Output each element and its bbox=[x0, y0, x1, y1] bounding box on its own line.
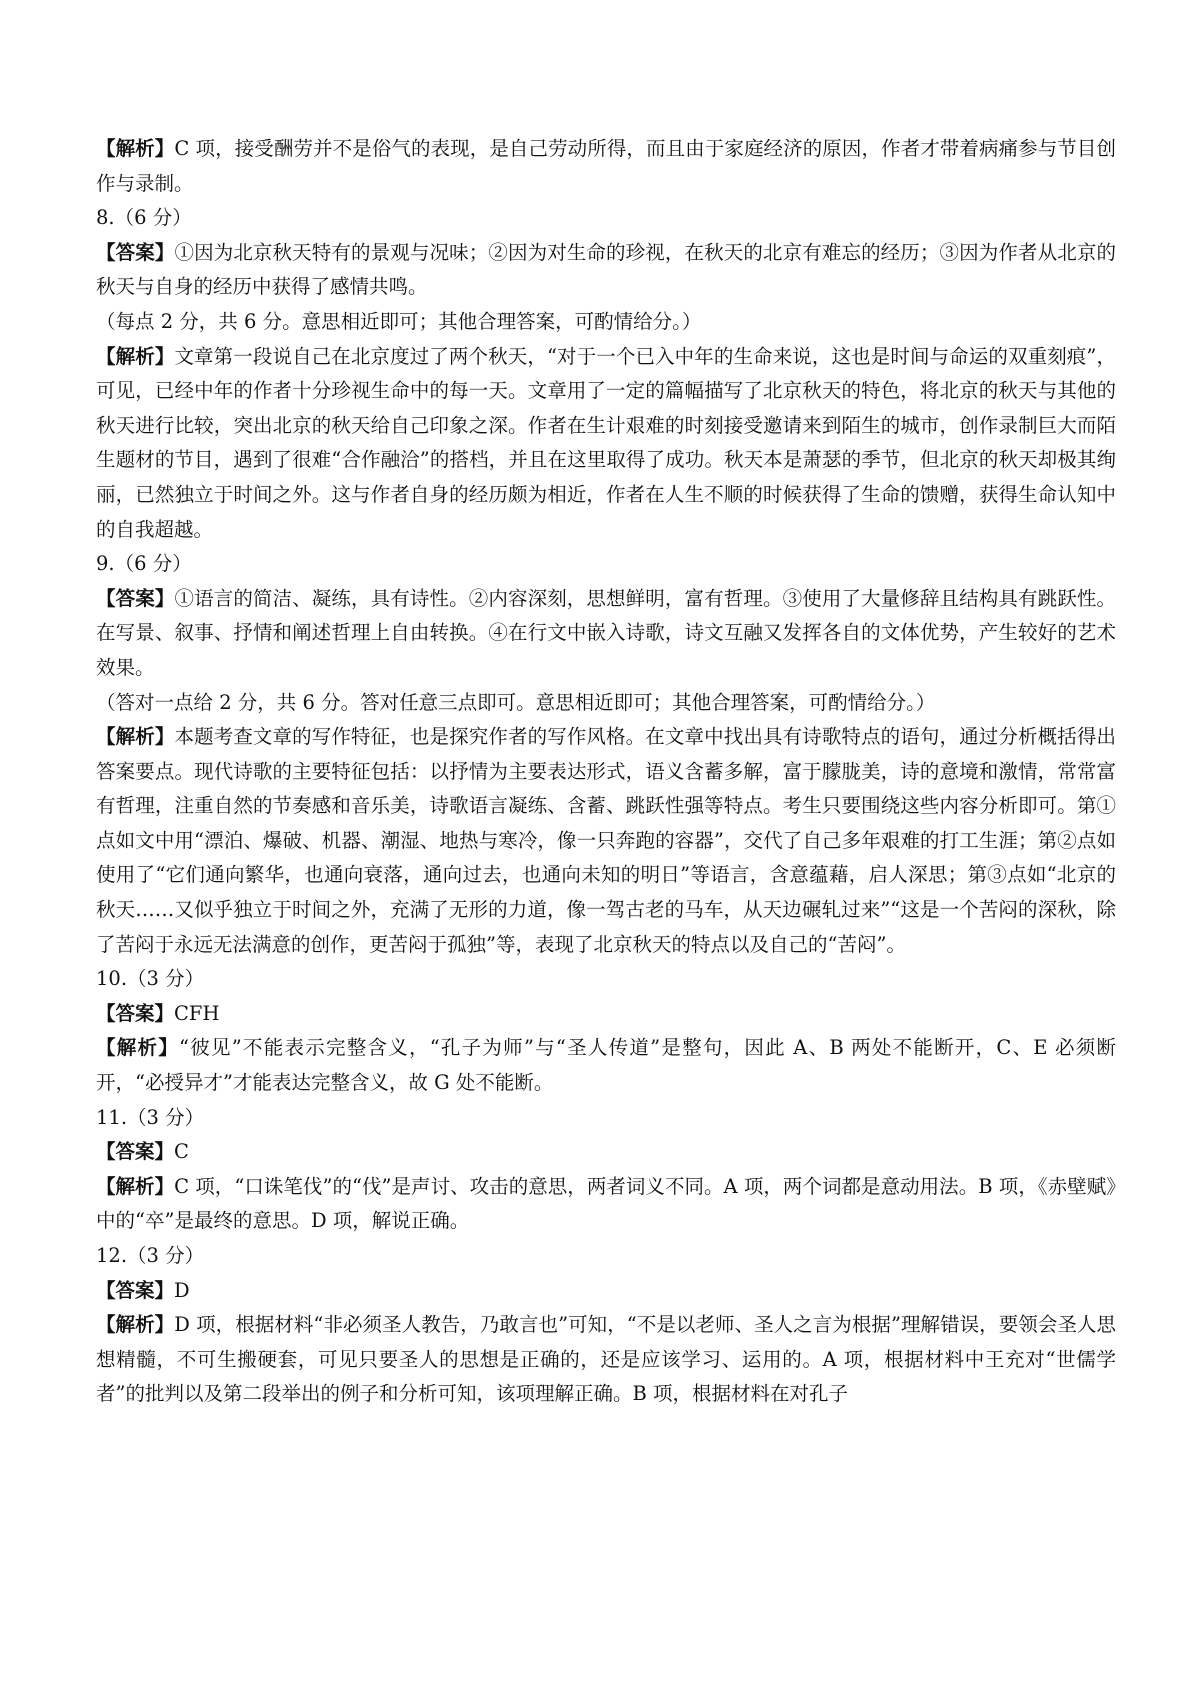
paragraph bbox=[96, 236, 1116, 305]
paragraph-label: 【解析】 bbox=[96, 1036, 180, 1060]
paragraph bbox=[96, 582, 1116, 686]
paragraph-text: C 项，接受酬劳并不是俗气的表现，是自己劳动所得，而且由于家庭经济的原因，作者才带着病痛参与节目创作与录制。 bbox=[96, 137, 1116, 195]
paragraph bbox=[96, 720, 1116, 962]
paragraph-label: 【解析】 bbox=[96, 725, 175, 749]
paragraph-text: “彼见”不能表示完整含义，“孔子为师”与“圣人传道”是整句，因此 A、B 两处不能断开，C、E 必须断开，“必授异才”才能表达完整含义，故 G 处不能断。 bbox=[96, 1036, 1116, 1095]
paragraph-text: 本题考查文章的写作特征，也是探究作者的写作风格。在文章中找出具有诗歌特点的语句，通过分析概括得出答案要点。现代诗歌的主要特征包括：以抒情为主要表达形式，语义含蓄多解，富于朦胧美，诗的意境和激情，常常富有哲理，注重自然的节奏感和音乐美，诗歌语言凝练、含蓄、跳跃性强等特点。考生只要围绕这些内容分析即可。第①点如文中用“漂泊、爆破、机器、潮湿、地热与寒冷，像一只奔跑的容器”，交代了自己多年艰难的打工生涯；第②点如使用了“它们通向繁华，也通向衰落，通向过去，也通向未知的明日”等语言，含意蕴藉，启人深思；第③点如“北京的秋天……又似乎独立于时间之外，充满了无形的力道，像一驾古老的马车，从天边碾轧过来”“这是一个苦闷的深秋，除了苦闷于永远无法满意的创作，更苦闷于孤独”等，表现了北京秋天的特点以及自己的“苦闷”。 bbox=[96, 725, 1116, 956]
paragraph-text: 10.（3 分） bbox=[96, 967, 205, 991]
paragraph bbox=[96, 1170, 1116, 1239]
paragraph bbox=[96, 1031, 1116, 1100]
paragraph-text: C bbox=[174, 1140, 189, 1164]
paragraph bbox=[96, 962, 1116, 997]
paragraph-text: ①因为北京秋天特有的景观与况味；②因为对生命的珍视，在秋天的北京有难忘的经历；③因为作者从北京的秋天与自身的经历中获得了感情共鸣。 bbox=[96, 240, 1116, 299]
paragraph-label: 【解析】 bbox=[96, 1174, 175, 1198]
paragraph bbox=[96, 1101, 1116, 1136]
paragraph-text: CFH bbox=[174, 1001, 220, 1025]
paragraph bbox=[96, 997, 1116, 1032]
paragraph-text: （答对一点给 2 分，共 6 分。答对任意三点即可。意思相近即可；其他合理答案，可酌情给分。） bbox=[96, 690, 936, 714]
paragraph bbox=[96, 1239, 1116, 1274]
paragraph-text: ①语言的简洁、凝练，具有诗性。②内容深刻，思想鲜明，富有哲理。③使用了大量修辞且结构具有跳跃性。在写景、叙事、抒情和阐述哲理上自由转换。④在行文中嵌入诗歌，诗文互融又发挥各自的文体优势，产生较好的艺术效果。 bbox=[96, 586, 1116, 679]
paragraph-text: D 项，根据材料“非必须圣人教告，乃敢言也”可知，“不是以老师、圣人之言为根据”理解错误，要领会圣人思想精髓，不可生搬硬套，可见只要圣人的思想是正确的，还是应该学习、运用的。A 项，根据材料中王充对“世儒学者”的批判以及第二段举出的例子和分析可知，该项理解正确。B 项，根据材料在对孔子 bbox=[96, 1313, 1116, 1406]
paragraph bbox=[96, 1274, 1116, 1309]
paragraph-text: 11.（3 分） bbox=[96, 1105, 205, 1129]
paragraph-text: 8.（6 分） bbox=[96, 206, 192, 230]
paragraph bbox=[96, 132, 1116, 201]
paragraph-label: 【答案】 bbox=[96, 240, 175, 264]
paragraph-text: （每点 2 分，共 6 分。意思相近即可；其他合理答案，可酌情给分。） bbox=[96, 309, 702, 333]
paragraph bbox=[96, 686, 1116, 721]
answer-document bbox=[96, 132, 1116, 1412]
paragraph-label: 【解析】 bbox=[96, 137, 175, 160]
paragraph-text: 9.（6 分） bbox=[96, 552, 192, 576]
paragraph-label: 【解析】 bbox=[96, 1313, 175, 1337]
paragraph bbox=[96, 305, 1116, 340]
paragraph bbox=[96, 201, 1116, 236]
paragraph bbox=[96, 340, 1116, 548]
paragraph-text: C 项，“口诛笔伐”的“伐”是声讨、攻击的意思，两者词义不同。A 项，两个词都是意动用法。B 项，《赤壁赋》中的“卒”是最终的意思。D 项，解说正确。 bbox=[96, 1174, 1116, 1233]
paragraph bbox=[96, 1135, 1116, 1170]
paragraph-label: 【解析】 bbox=[96, 344, 175, 368]
paragraph-label: 【答案】 bbox=[96, 1001, 175, 1025]
paragraph bbox=[96, 547, 1116, 582]
paragraph bbox=[96, 1308, 1116, 1412]
paragraph-label: 【答案】 bbox=[96, 1140, 175, 1164]
paragraph-text: 12.（3 分） bbox=[96, 1244, 205, 1267]
paragraph-text: 文章第一段说自己在北京度过了两个秋天，“对于一个已入中年的生命来说，这也是时间与命运的双重刻痕”，可见，已经中年的作者十分珍视生命中的每一天。文章用了一定的篇幅描写了北京秋天的特色，将北京的秋天与其他的秋天进行比较，突出北京的秋天给自己印象之深。作者在生计艰难的时刻接受邀请来到陌生的城市，创作录制巨大而陌生题材的节目，遇到了很难“合作融洽”的搭档，并且在这里取得了成功。秋天本是萧瑟的季节，但北京的秋天却极其绚丽，已然独立于时间之外。这与作者自身的经历颇为相近，作者在人生不顺的时候获得了生命的馈赠，获得生命认知中的自我超越。 bbox=[96, 344, 1116, 541]
paragraph-label: 【答案】 bbox=[96, 586, 175, 610]
paragraph-label: 【答案】 bbox=[96, 1278, 175, 1302]
paragraph-text: D bbox=[174, 1278, 190, 1302]
